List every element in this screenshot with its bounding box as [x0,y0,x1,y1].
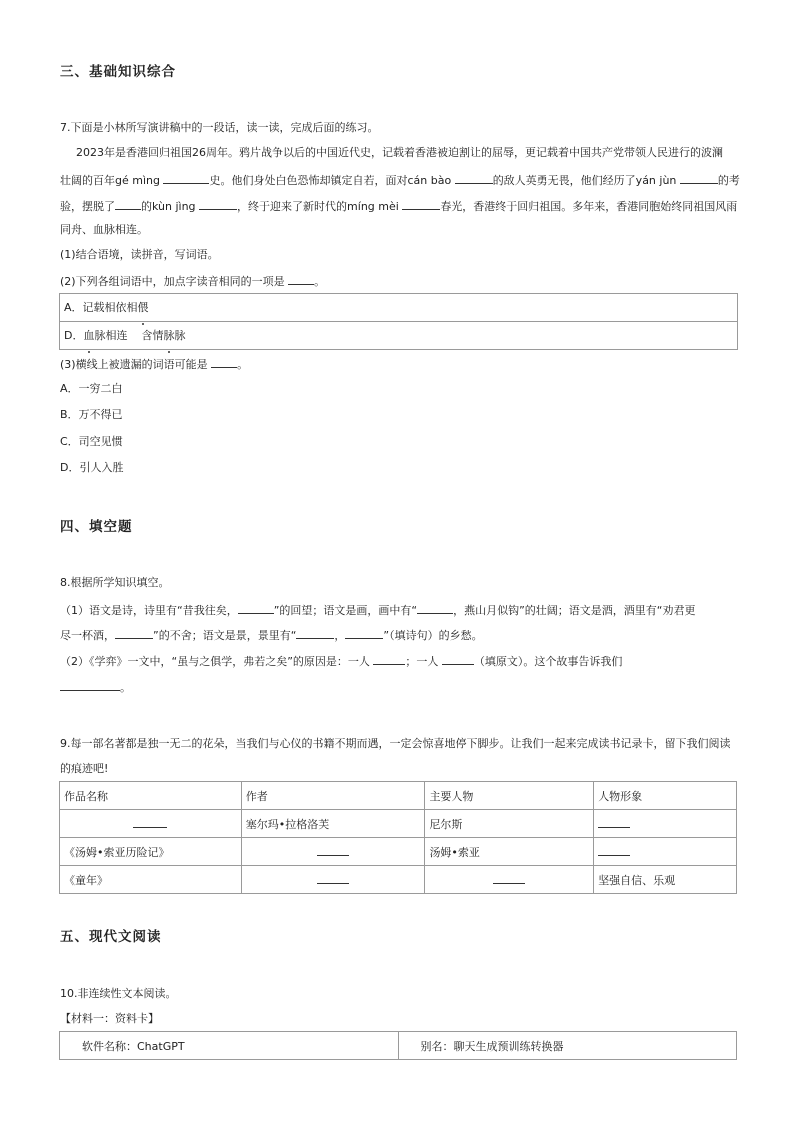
sub-question-text: (2)下列各组词语中，加点字读音相同的一项是 [60,275,289,288]
answer-blank[interactable] [493,872,525,884]
reading-card-table [59,781,737,894]
fill-text: （2）《学弈》一文中，“虽与之俱学，弗若之矣”的原因是：一人 [60,655,374,668]
answer-blank[interactable] [373,653,405,665]
answer-blank[interactable] [345,627,383,639]
table-cell: 坚强自信、乐观 [594,866,737,894]
table-cell: 软件名称：ChatGPT [60,1032,399,1060]
option-word: 脉 [174,329,186,342]
answer-blank[interactable] [288,273,314,285]
fill-text: （1）语文是诗，诗里有“昔我往矣， [60,604,238,617]
table-cell: 别名：聊天生成预训练转换器 [398,1032,736,1060]
table-cell: 《童年》 [60,866,242,894]
sub-question [60,356,248,372]
answer-blank[interactable] [455,172,493,184]
table-cell[interactable] [60,810,242,838]
table-cell: 汤姆•索亚 [425,838,594,866]
answer-blank[interactable] [417,602,453,614]
answer-blank[interactable] [60,679,120,691]
sub-question: (1)结合语境，读拼音，写词语。 [60,248,219,261]
fill-text: ”的不舍；语文是景，景里有“ [153,629,297,642]
table-row [60,1032,737,1060]
fill-text: ”的回望；语文是画，画中有“ [273,604,418,617]
fill-text: 尽一杯酒， [60,629,115,642]
choice-c[interactable]: C．司空见惯 [60,435,123,448]
section-title: 五、现代文阅读 [60,929,162,945]
option-label: D． [64,329,84,342]
table-cell[interactable] [594,810,737,838]
answer-blank[interactable] [317,872,349,884]
answer-blank[interactable] [115,627,153,639]
answer-blank[interactable] [442,653,474,665]
table-header: 作品名称 [60,782,242,810]
passage-text: 验，摆脱了 [60,200,115,213]
fill-text: （填原文）。这个故事告诉我们 [473,655,623,668]
answer-blank[interactable] [598,844,630,856]
question-stem: 10.非连续性文本阅读。 [60,987,177,1000]
question-stem: 9.每一部名著都是独一无二的花朵，当我们与心仪的书籍不期而遇，一定会惊喜地停下脚步。让我们一起来完成读书记录卡，留下我们阅读 [60,737,731,750]
table-cell[interactable] [594,838,737,866]
passage-line [60,198,737,214]
fill-line [60,679,131,695]
passage-text: ，终于迎来了新时代的míng mèi [237,200,403,213]
fill-line [60,602,696,618]
table-row [60,866,737,894]
answer-blank[interactable] [211,356,237,368]
passage-text: 史。他们身处白色恐怖却镇定自若，面对cán bào [209,174,455,187]
passage-text: 壮阔的百年gé mìng [60,174,164,187]
fill-text: ，燕山月似钩”的壮阔；语文是酒，酒里有“劝君更 [453,604,696,617]
passage-line: 2023年是香港回归祖国26周年。鸦片战争以后的中国近代史，记载着香港被迫割让的屈辱，更记载着中国共产党带领人民进行的波澜 [76,146,723,159]
material-label: 【材料一：资料卡】 [60,1012,159,1025]
dotted-char: 血 [83,322,94,349]
option-word: 含情 [141,329,164,342]
question-stem: 的痕迹吧! [60,762,109,775]
answer-blank[interactable] [317,844,349,856]
table-row [60,838,737,866]
answer-blank[interactable] [598,816,630,828]
table-cell[interactable] [425,866,594,894]
passage-line [60,172,740,188]
table-cell: 塞尔玛•拉格洛芙 [241,810,425,838]
table-header: 作者 [241,782,425,810]
fill-text: 。 [120,681,131,694]
table-header: 人物形象 [594,782,737,810]
option-word: 脉相连 [94,329,128,342]
option-word: 相依相 [104,301,138,314]
table-cell[interactable] [241,838,425,866]
sub-question [60,273,325,289]
answer-blank[interactable] [163,172,209,184]
table-cell: 《汤姆•索亚历险记》 [60,838,242,866]
answer-blank[interactable] [238,602,274,614]
fill-text: ， [334,629,346,642]
dotted-char: 偎 [138,294,149,321]
fill-line [60,653,622,669]
answer-blank[interactable] [680,172,718,184]
dotted-char: 脉 [163,322,174,349]
table-cell[interactable] [241,866,425,894]
section-title: 四、填空题 [60,519,133,535]
answer-blank[interactable] [402,198,440,210]
answer-blank[interactable] [115,198,141,210]
question-stem: 7.下面是小林所写演讲稿中的一段话，读一读，完成后面的练习。 [60,121,379,134]
question-stem: 8.根据所学知识填空。 [60,576,170,589]
answer-blank[interactable] [199,198,237,210]
answer-blank[interactable] [133,816,167,828]
options-table [59,293,738,350]
section-title: 三、基础知识综合 [60,64,176,80]
sub-question-text: (3)横线上被遗漏的词语可能是 [60,358,212,371]
passage-text: 的敌人英勇无畏，他们经历了yán jùn [492,174,680,187]
choice-a[interactable]: A．一穷二白 [60,382,123,395]
table-row [60,810,737,838]
option-d[interactable] [60,321,737,349]
option-a[interactable] [60,294,737,321]
passage-text: 春光，香港终于回归祖国。多年来，香港同胞始终同祖国风雨 [440,200,738,213]
option-label: A． [64,301,83,314]
passage-text: 的kùn jìng [141,200,200,213]
info-card-table [59,1031,737,1060]
sub-question-text: 。 [237,358,249,371]
table-header-row [60,782,737,810]
fill-text: ；一人 [405,655,442,668]
passage-line: 同舟、血脉相连。 [60,223,148,236]
table-header: 主要人物 [425,782,594,810]
passage-text: 的考 [717,174,740,187]
fill-line [60,627,483,643]
answer-blank[interactable] [296,627,334,639]
choice-d[interactable]: D．引人入胜 [60,461,124,474]
option-word: 记载 [82,301,105,314]
sub-question-text: 。 [314,275,326,288]
fill-text: ”（填诗句）的乡愁。 [383,629,483,642]
table-cell: 尼尔斯 [425,810,594,838]
choice-b[interactable]: B．万不得已 [60,408,123,421]
